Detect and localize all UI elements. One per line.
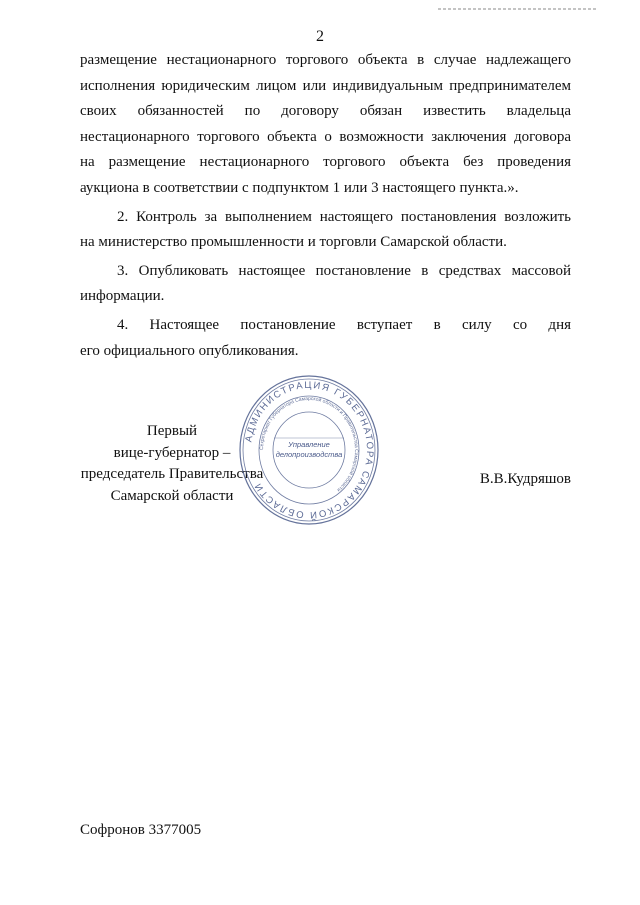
paragraph-4 — [80, 313, 571, 364]
position-line: Самарской области — [110, 487, 234, 504]
text-line: своих обязанностей по договору обязан известить владельца — [80, 103, 571, 120]
page-number: 2 — [316, 28, 324, 45]
official-seal — [238, 374, 380, 526]
text-line: исполнения юридическим лицом или индивидуальным предпринимателем — [80, 77, 571, 94]
text-line: 2. Контроль за выполнением настоящего постановления возложить — [117, 208, 571, 225]
document-body — [80, 48, 571, 364]
seal-center-line-1: Управление — [288, 440, 330, 449]
executor-info: Софронов 3377005 — [80, 822, 202, 838]
text-line: 3. Опубликовать настоящее постановление в средствах массовой — [117, 262, 571, 279]
position-line: Первый — [146, 423, 198, 439]
text-line: информации. — [80, 288, 165, 305]
paragraph-2 — [80, 205, 571, 256]
text-line: нестационарного торгового объекта о возможности заключения договора — [80, 128, 571, 145]
text-line: на размещение нестационарного торгового объекта без проведения — [80, 154, 571, 171]
seal-inner-text: Секретариат Губернатора Самарской области и Правительства Самарской области — [258, 395, 360, 493]
paragraph-1 — [80, 48, 571, 202]
scan-mark — [438, 0, 598, 6]
text-line: размещение нестационарного торгового объекта в случае надлежащего — [80, 52, 571, 68]
position-line: вице-губернатор – — [113, 444, 231, 461]
seal-center-line-2: делопроизводства — [275, 450, 343, 459]
text-line: его официального опубликования. — [80, 342, 299, 359]
text-line: 4. Настоящее постановление вступает в силу со дня — [117, 316, 571, 333]
signatory-name: В.В.Кудряшов — [479, 471, 571, 487]
paragraph-3 — [80, 259, 571, 310]
position-line: председатель Правительства — [80, 466, 264, 482]
seal-outer-text: АДМИНИСТРАЦИЯ ГУБЕРНАТОРА САМАРСКОЙ ОБЛАСТИ — [243, 379, 376, 521]
text-line: на министерство промышленности и торговли Самарской области. — [80, 234, 507, 251]
text-line: аукциона в соответствии с подпунктом 1 или 3 настоящего пункта.». — [80, 179, 519, 196]
